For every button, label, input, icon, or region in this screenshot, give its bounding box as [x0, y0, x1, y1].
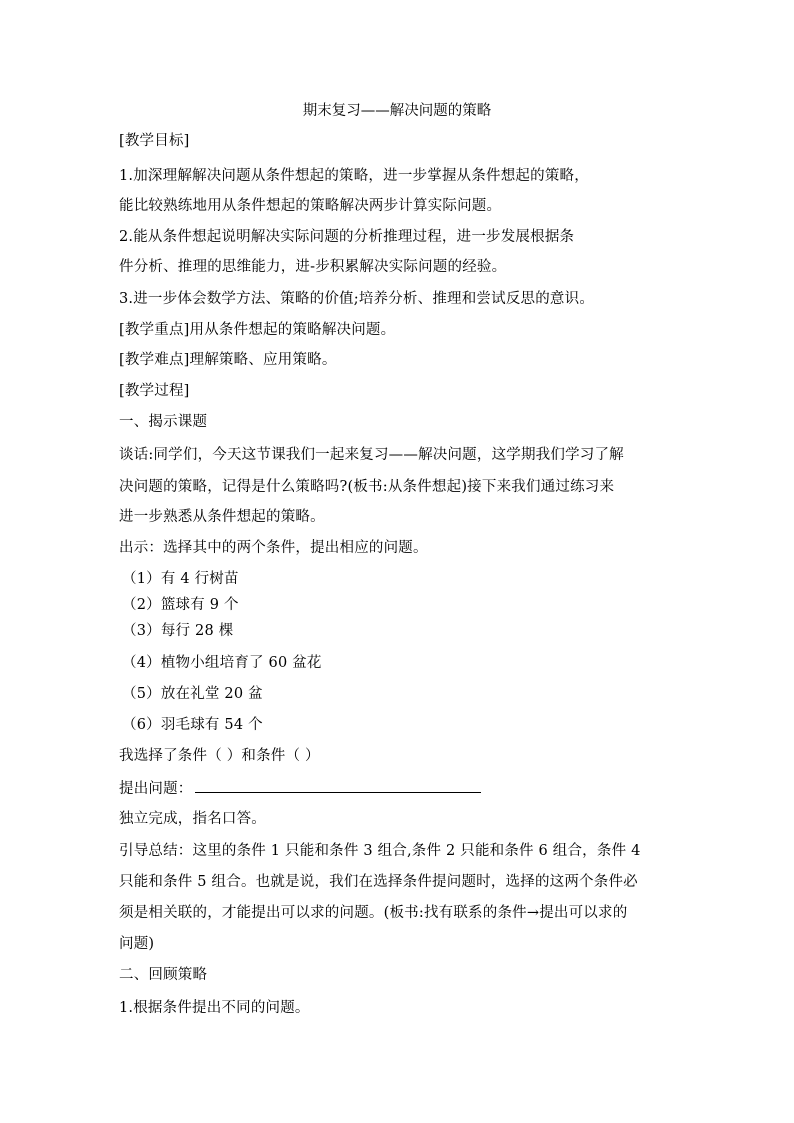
objectives-heading: [教学目标]: [119, 133, 190, 149]
objective-2-line-1: 2.能从条件想起说明解决实际问题的分析推理过程，进一步发展根据条: [119, 229, 575, 245]
condition-item: （2）篮球有 9 个: [122, 597, 239, 613]
objective-1-line-1: 1.加深理解解决问题从条件想起的策略，进一步掌握从条件想起的策略，: [119, 168, 589, 184]
objective-3: 3.进一步体会数学方法、策略的价值;培养分析、推理和尝试反思的意识。: [119, 291, 595, 307]
item-2-1: 1.根据条件提出不同的问题。: [119, 1000, 310, 1016]
condition-item: （4）植物小组培育了 60 盆花: [122, 655, 322, 671]
document-title: 期末复习——解决问题的策略: [302, 103, 492, 119]
answer-blank-line: [195, 778, 481, 793]
ask-question-row: [119, 778, 481, 799]
objective-1-line-2: 能比较熟练地用从条件想起的策略解决两步计算实际问题。: [119, 198, 502, 214]
key-point: [教学重点]用从条件想起的策略解决问题。: [119, 322, 396, 338]
section-1-heading: 一、揭示课题: [119, 414, 208, 430]
ask-question-label: 提出问题：: [119, 781, 193, 797]
summary-line-3: 须是相关联的，才能提出可以求的问题。(板书:找有联系的条件→提出可以求的: [119, 905, 628, 921]
summary-line-4: 问题): [119, 936, 155, 952]
section-2-heading: 二、回顾策略: [119, 967, 208, 983]
condition-item: （6）羽毛球有 54 个: [122, 717, 263, 733]
condition-item: （3）每行 28 棵: [122, 623, 234, 639]
independent-work: 独立完成，指名口答。: [119, 811, 266, 827]
objective-2-line-2: 件分析、推理的思维能力，进-步积累解决实际问题的经验。: [119, 259, 507, 275]
summary-line-1: 引导总结：这里的条件 1 只能和条件 3 组合,条件 2 只能和条件 6 组合，条件 4: [119, 843, 641, 859]
talk-line-2: 决问题的策略，记得是什么策略吗?(板书:从条件想起)接下来我们通过练习来: [119, 479, 615, 495]
choose-conditions: 我选择了条件（ ）和条件（ ）: [119, 748, 320, 764]
show-instruction: 出示：选择其中的两个条件，提出相应的问题。: [119, 540, 428, 556]
difficulty: [教学难点]理解策略、应用策略。: [119, 352, 337, 368]
talk-line-3: 进一步熟悉从条件想起的策略。: [119, 509, 325, 525]
condition-item: （5）放在礼堂 20 盆: [122, 686, 263, 702]
talk-line-1: 谈话:同学们，今天这节课我们一起来复习——解决问题，这学期我们学习了解: [119, 447, 624, 463]
summary-line-2: 只能和条件 5 组合。也就是说，我们在选择条件提问题时，选择的这两个条件必: [119, 874, 638, 890]
process-heading: [教学过程]: [119, 383, 190, 399]
condition-item: （1）有 4 行树苗: [122, 571, 239, 587]
